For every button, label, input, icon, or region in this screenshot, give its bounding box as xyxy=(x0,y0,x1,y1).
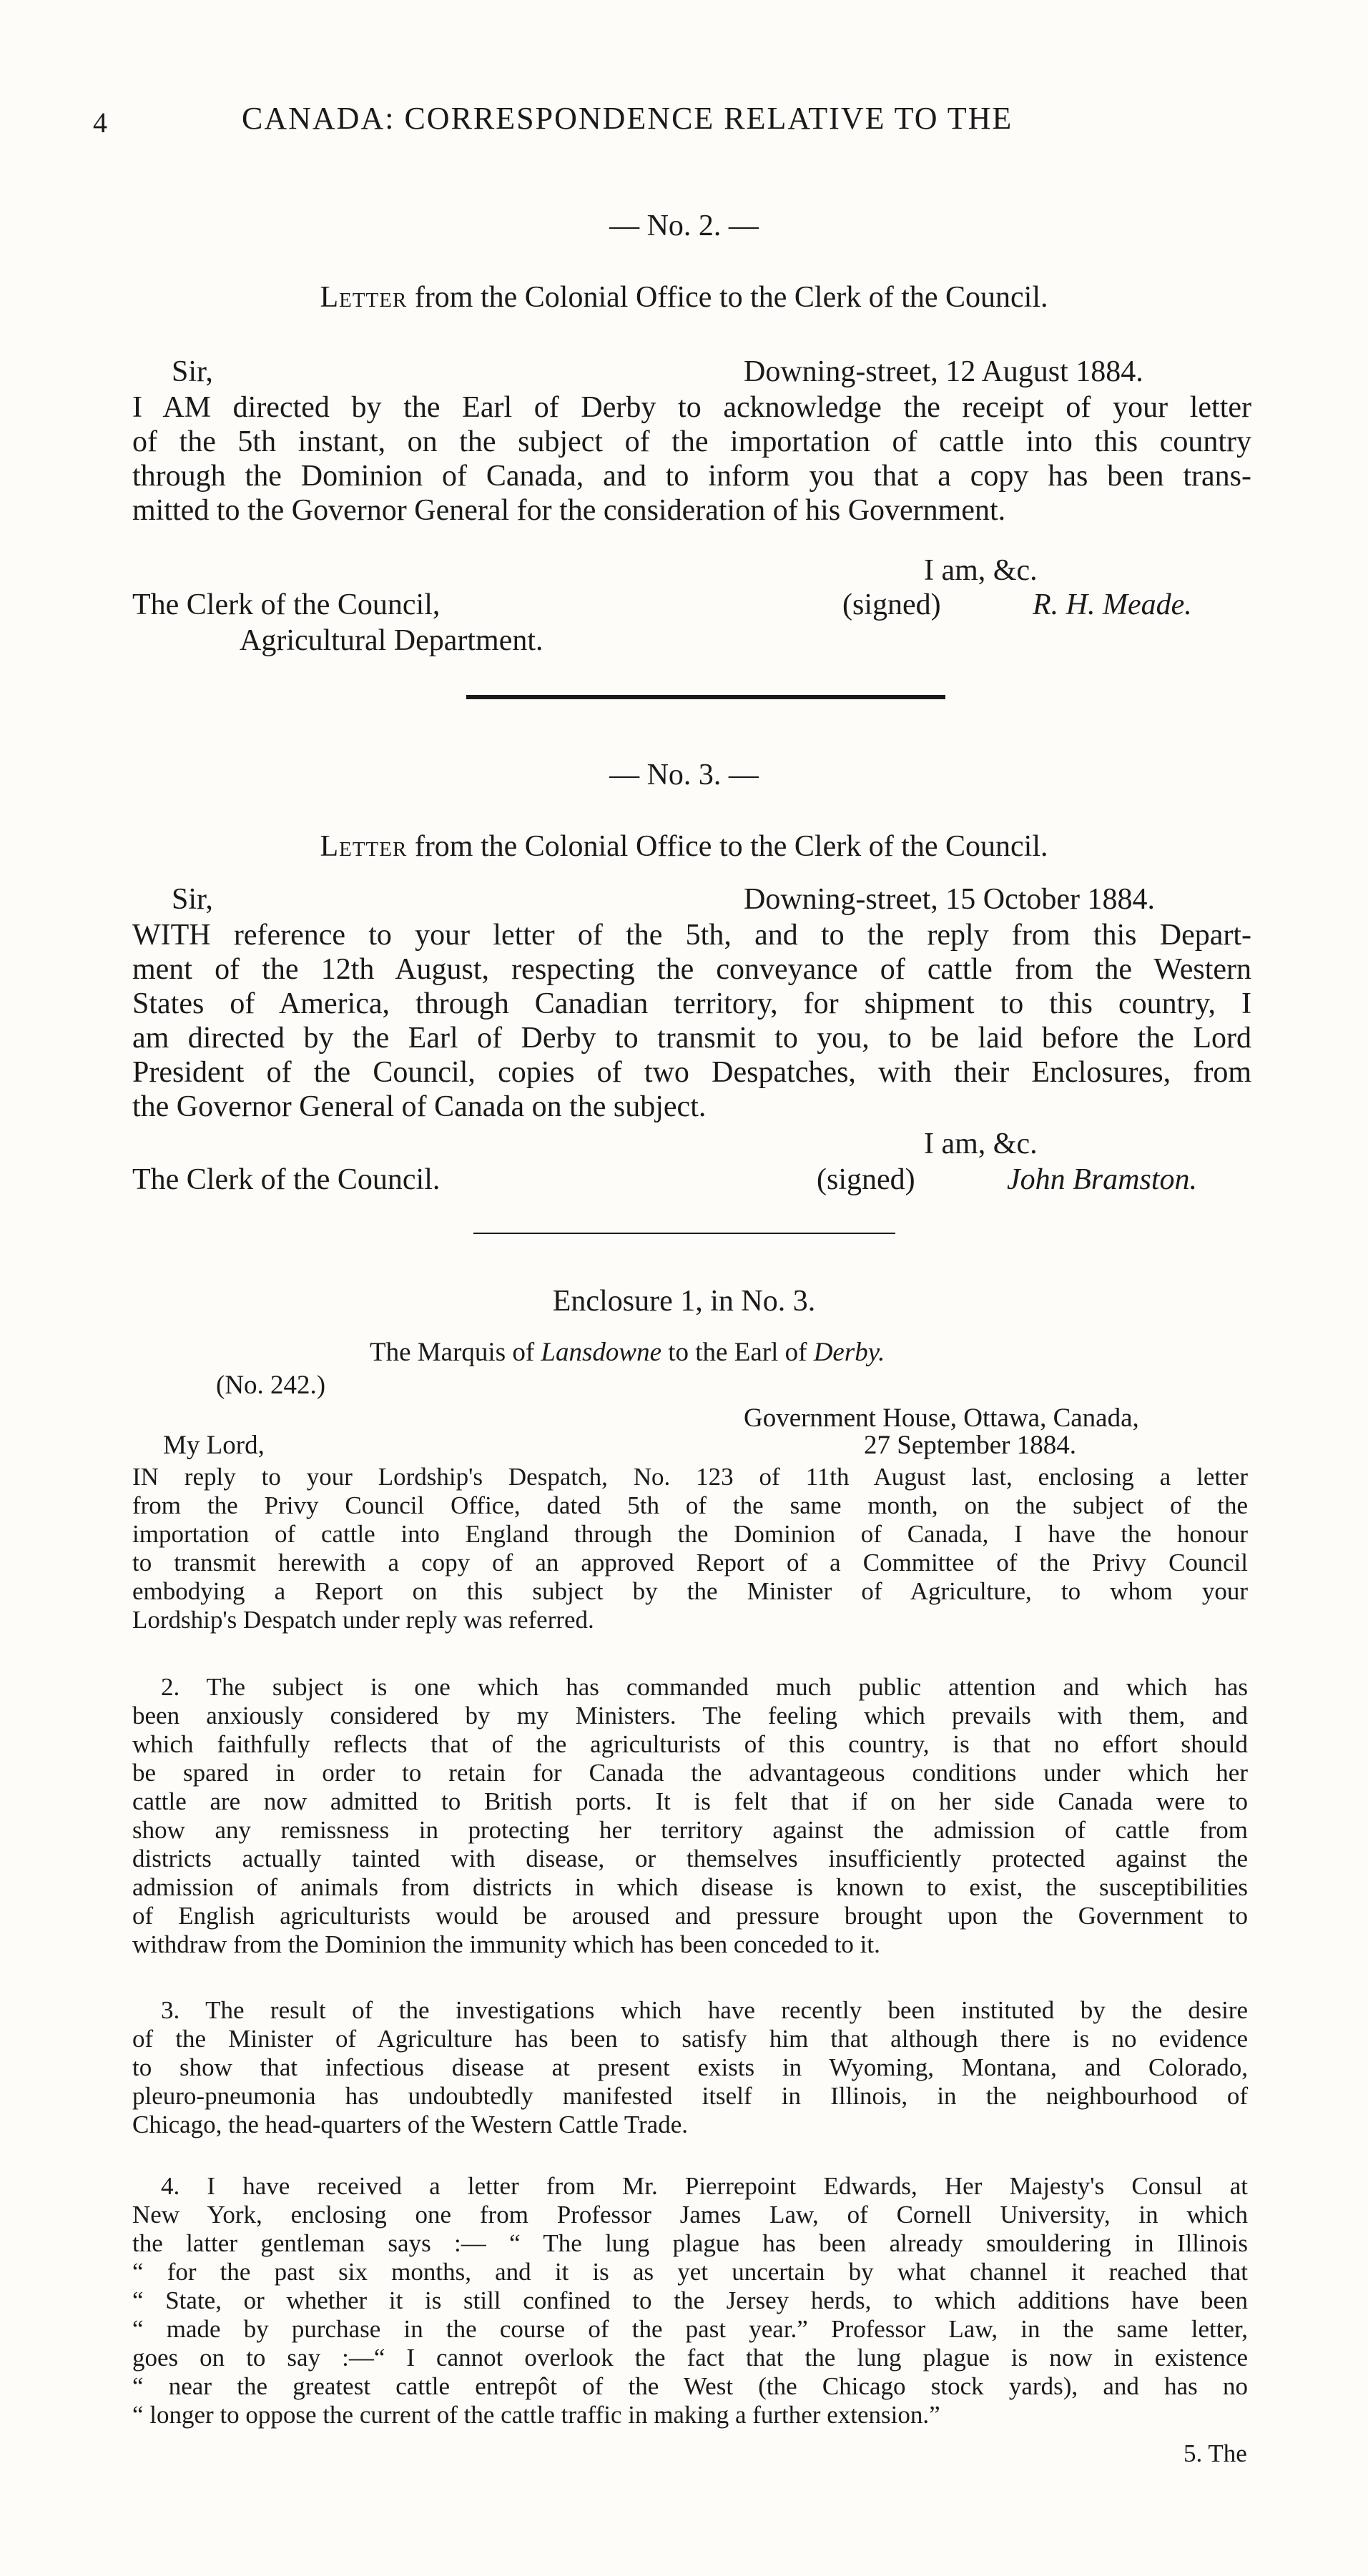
enclosure-date: 27 September 1884. xyxy=(864,1431,1076,1460)
letter-3-closing: I am, &c. xyxy=(924,1127,1038,1160)
section-divider-thick xyxy=(466,695,945,699)
letter-2-signatory: R. H. Meade. xyxy=(1033,588,1192,621)
p3-line-3: to show that infectious disease at present exists in Wyoming, Montana, and Colorado, xyxy=(132,2053,1248,2081)
letter-2-addressee-dept: Agricultural Department. xyxy=(240,624,543,657)
p2-line-1: 2. The subject is one which has commanded much public attention and which has xyxy=(161,1673,1248,1701)
p4-line-3: the latter gentleman says :— “ The lung plague has been already smouldering in Illinois xyxy=(132,2229,1248,2257)
p4-line-9: “ longer to oppose the current of the cattle traffic in making a further extension.” xyxy=(132,2401,940,2429)
p3-line-1: 3. The result of the investigations which have recently been instituted by the desire xyxy=(161,1996,1248,2024)
p2-line-2: been anxiously considered by my Ministers. The feeling which prevails with them, and xyxy=(132,1702,1248,1729)
p1-line-6: Lordship's Despatch under reply was referred. xyxy=(132,1606,594,1634)
letter-2-line-3: through the Dominion of Canada, and to inform you that a copy has been trans- xyxy=(132,460,1251,493)
letter-2-addressee: The Clerk of the Council, xyxy=(132,588,441,621)
p4-line-2: New York, enclosing one from Professor James Law, of Cornell University, in which xyxy=(132,2201,1248,2229)
letter-3-line-2: ment of the 12th August, respecting the conveyance of cattle from the Western xyxy=(132,953,1251,986)
enclosure-paragraph-3 xyxy=(132,1996,1248,2139)
letter-3-heading xyxy=(0,829,1368,864)
letter-2-body xyxy=(132,390,1251,528)
letter-2-line-4: mitted to the Governor General for the consideration of his Government. xyxy=(132,494,1006,527)
p2-line-4: be spared in order to retain for Canada the advantageous conditions under which her xyxy=(132,1759,1248,1787)
p2-line-5: cattle are now admitted to British ports. It is felt that if on her side Canada were to xyxy=(132,1787,1248,1815)
p3-line-5: Chicago, the head-quarters of the Western Cattle Trade. xyxy=(132,2111,689,2138)
letter-3-addressee: The Clerk of the Council. xyxy=(132,1163,441,1196)
p4-line-5: “ State, or whether it is still confined to the Jersey herds, to which additions have been xyxy=(132,2286,1248,2314)
enclosure-from-name: Lansdowne xyxy=(541,1338,661,1367)
p4-line-1: 4. I have received a letter from Mr. Pierrepoint Edwards, Her Majesty's Consul at xyxy=(161,2172,1248,2200)
p1-line-3: importation of cattle into England through the Dominion of Canada, I have the honour xyxy=(132,1520,1248,1548)
letter-3-line-3: States of America, through Canadian territory, for shipment to this country, I xyxy=(132,987,1251,1020)
enclosure-paragraph-1 xyxy=(132,1463,1248,1634)
p4-line-6: “ made by purchase in the course of the past year.” Professor Law, in the same letter, xyxy=(132,2315,1248,2343)
letter-3-heading-lead: Letter xyxy=(320,830,408,863)
catchword: 5. The xyxy=(1184,2439,1247,2467)
p1-line-2: from the Privy Council Office, dated 5th of the same month, on the subject of the xyxy=(132,1491,1248,1519)
letter-2-closing: I am, &c. xyxy=(924,554,1038,587)
p1-line-5: embodying a Report on this subject by the Minister of Agriculture, to whom your xyxy=(132,1577,1248,1605)
p2-line-9: of English agriculturists would be aroused and pressure brought upon the Government to xyxy=(132,1902,1248,1930)
letter-3-line-1: WITH reference to your letter of the 5th, and to the reply from this Depart- xyxy=(132,919,1251,952)
letter-3-line-5: President of the Council, copies of two Despatches, with their Enclosures, from xyxy=(132,1056,1251,1089)
enclosure-to-name: Derby. xyxy=(813,1338,885,1367)
letter-2-salutation: Sir, xyxy=(172,355,213,388)
letter-3-signed: (signed) xyxy=(817,1163,915,1196)
p1-line-1: IN reply to your Lordship's Despatch, No. 123 of 11th August last, enclosing a letter xyxy=(132,1463,1248,1491)
enclosure-from-to xyxy=(370,1337,885,1368)
letter-3-heading-rest: from the Colonial Office to the Clerk of the Council. xyxy=(407,830,1048,863)
section-divider-thin xyxy=(473,1233,895,1234)
p2-line-8: admission of animals from districts in which disease is known to exist, the susceptibilities xyxy=(132,1873,1248,1901)
letter-3-number: — No. 3. — xyxy=(609,759,759,791)
enclosure-paragraph-4 xyxy=(132,2172,1248,2429)
p2-line-6: show any remissness in protecting her territory against the admission of cattle from xyxy=(132,1816,1248,1844)
p2-line-10: withdraw from the Dominion the immunity which has been conceded to it. xyxy=(132,1930,880,1958)
p3-line-4: pleuro-pneumonia has undoubtedly manifested itself in Illinois, in the neighbourhood of xyxy=(132,2082,1248,2110)
letter-2-heading xyxy=(0,280,1368,315)
enclosure-paragraph-2 xyxy=(132,1673,1248,1959)
letter-2-line-2: of the 5th instant, on the subject of the importation of cattle into this country xyxy=(132,425,1251,458)
letter-2-heading-rest: from the Colonial Office to the Clerk of the Council. xyxy=(407,281,1048,314)
p4-line-4: “ for the past six months, and it is as yet uncertain by what channel it reached that xyxy=(132,2258,1248,2286)
p4-line-7: goes on to say :—“ I cannot overlook the fact that the lung plague is now in existence xyxy=(132,2344,1248,2372)
p2-line-3: which faithfully reflects that of the agriculturists of this country, is that no effort should xyxy=(132,1730,1248,1758)
enclosure-from-to-a: The Marquis of xyxy=(370,1338,541,1367)
enclosure-from-to-b: to the Earl of xyxy=(661,1338,814,1367)
letter-2-line-1: I AM directed by the Earl of Derby to acknowledge the receipt of your letter xyxy=(132,391,1251,424)
despatch-number: (No. 242.) xyxy=(216,1371,326,1400)
enclosure-place: Government House, Ottawa, Canada, xyxy=(744,1403,1139,1433)
letter-3-signatory: John Bramston. xyxy=(1007,1163,1197,1196)
letter-3-salutation: Sir, xyxy=(172,883,213,916)
letter-3-body xyxy=(132,918,1251,1124)
running-title: CANADA: CORRESPONDENCE RELATIVE TO THE xyxy=(242,101,1013,136)
letter-2-heading-lead: Letter xyxy=(320,281,408,314)
enclosure-salutation: My Lord, xyxy=(163,1431,265,1460)
p1-line-4: to transmit herewith a copy of an approved Report of a Committee of the Privy Council xyxy=(132,1549,1248,1576)
enclosure-title: Enclosure 1, in No. 3. xyxy=(552,1285,816,1318)
page-number: 4 xyxy=(93,107,107,139)
letter-3-line-6: the Governor General of Canada on the subject. xyxy=(132,1090,707,1123)
letter-3-place-date: Downing-street, 15 October 1884. xyxy=(744,883,1156,916)
letter-2-signed: (signed) xyxy=(842,588,941,621)
letter-3-line-4: am directed by the Earl of Derby to transmit to you, to be laid before the Lord xyxy=(132,1022,1251,1055)
p3-line-2: of the Minister of Agriculture has been to satisfy him that although there is no evidence xyxy=(132,2025,1248,2053)
p2-line-7: districts actually tainted with disease, or themselves insufficiently protected against the xyxy=(132,1845,1248,1872)
letter-2-number: — No. 2. — xyxy=(609,209,759,242)
p4-line-8: “ near the greatest cattle entrepôt of the West (the Chicago stock yards), and has no xyxy=(132,2372,1248,2400)
letter-2-place-date: Downing-street, 12 August 1884. xyxy=(744,355,1143,388)
